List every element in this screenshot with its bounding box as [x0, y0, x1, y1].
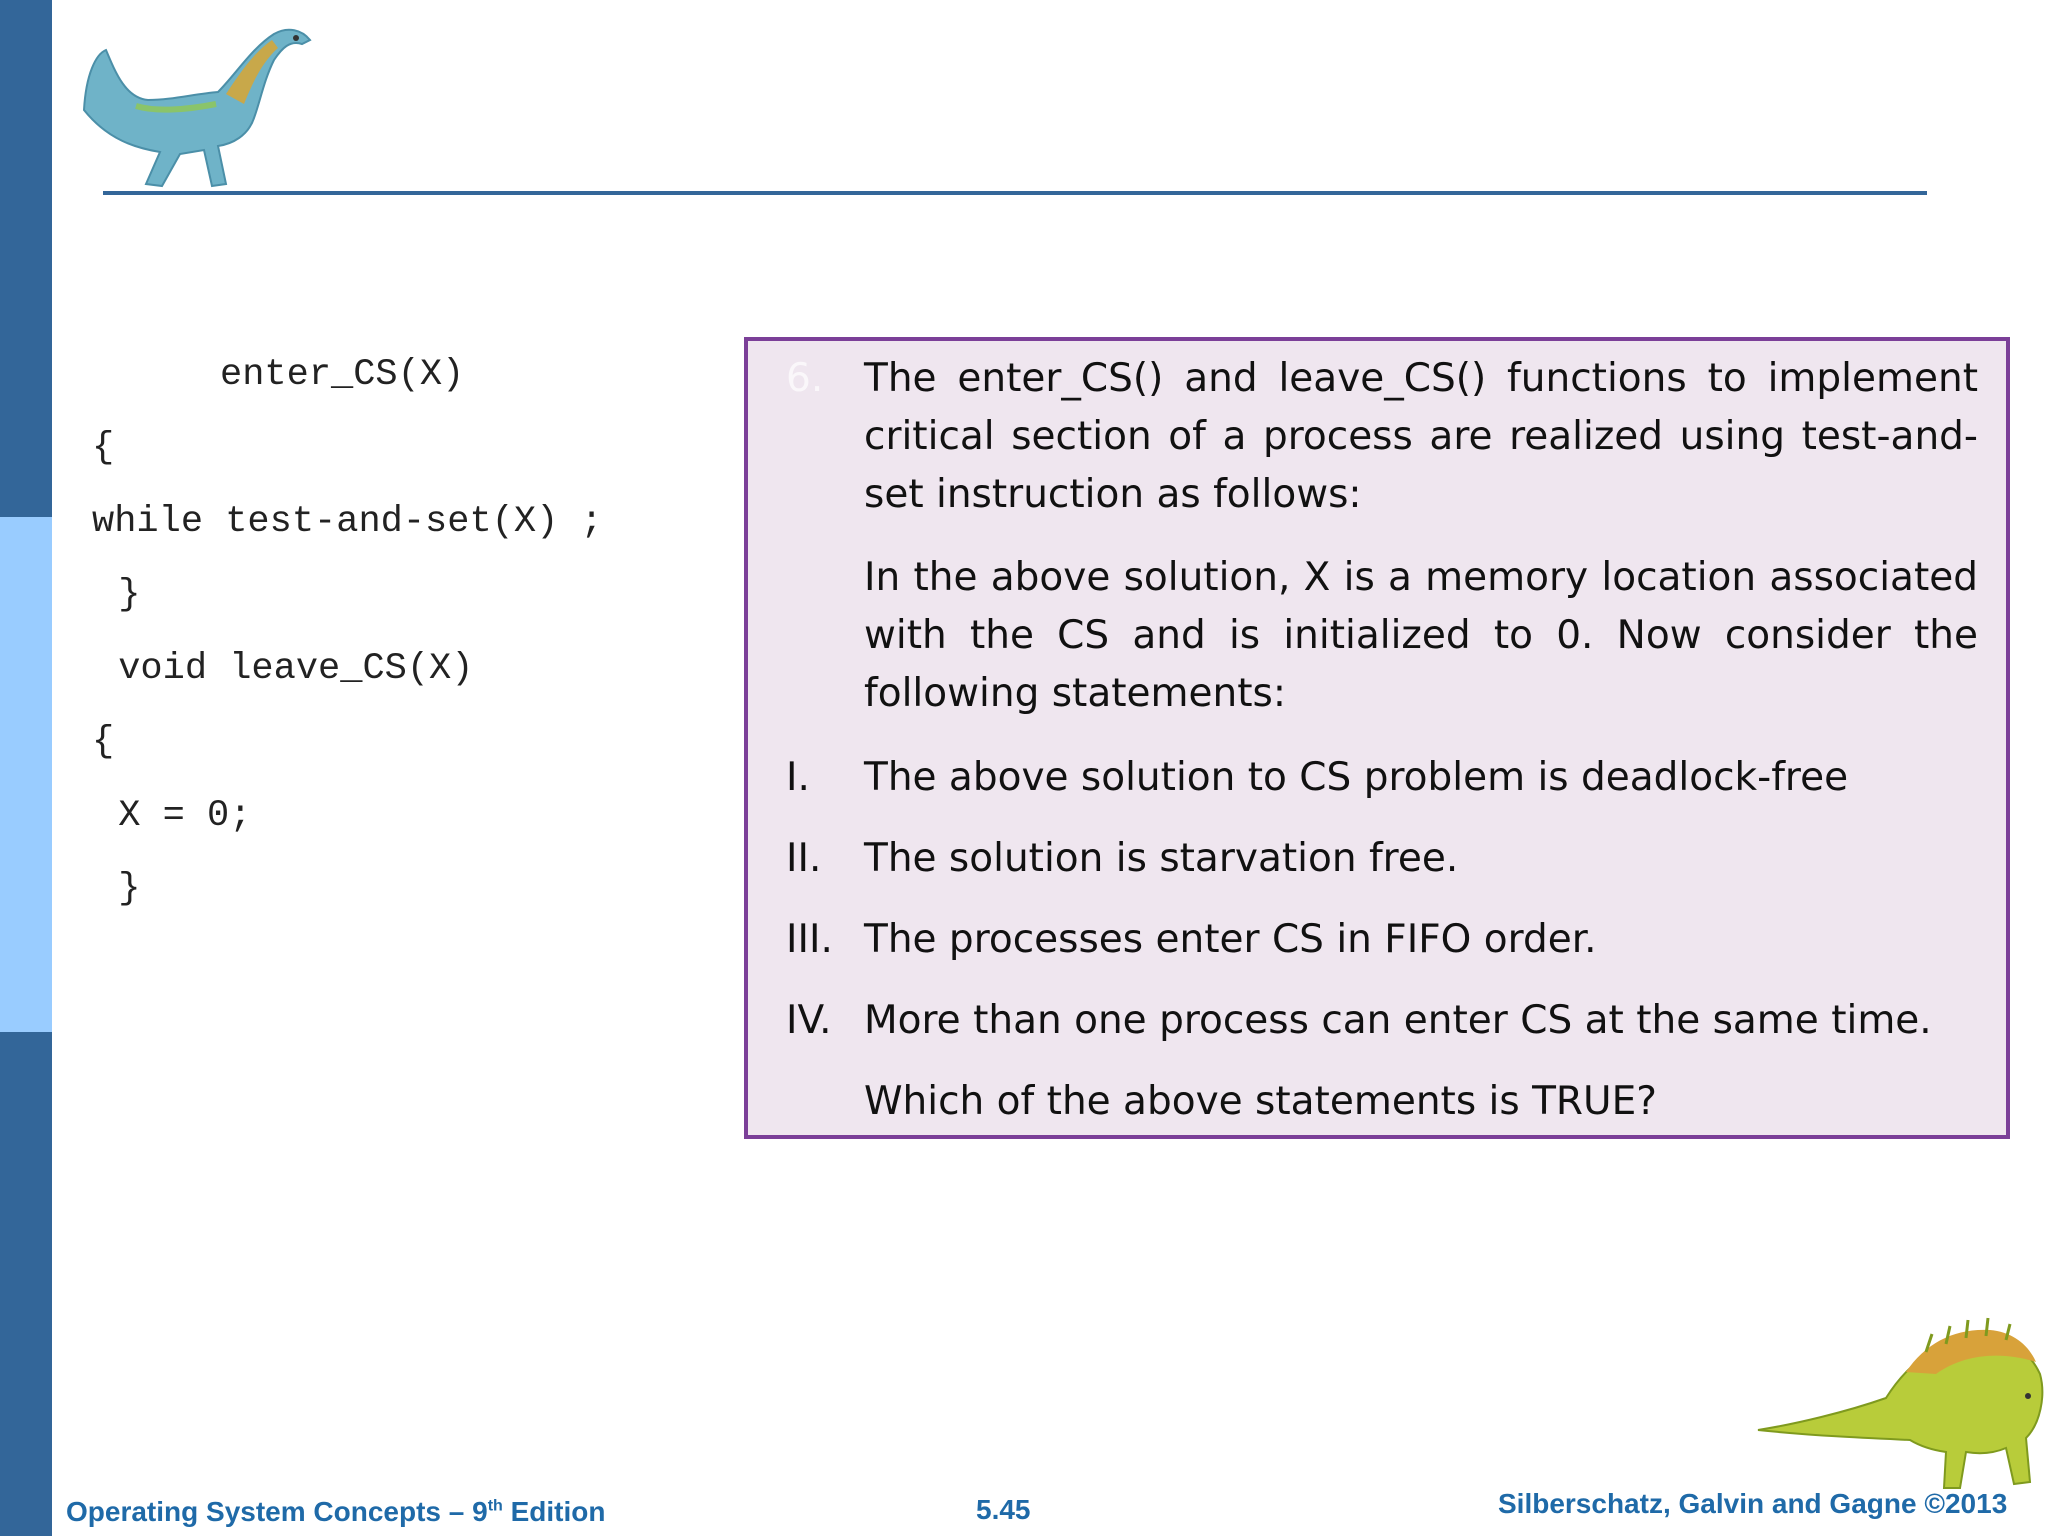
- statement-text: The solution is starvation free.: [864, 836, 1459, 881]
- footer-page-number: 5.45: [976, 1494, 1031, 1525]
- statement-numeral: IV.: [786, 998, 832, 1043]
- sidebar-bar-top: [0, 0, 52, 517]
- code-line: void leave_CS(X): [96, 648, 474, 690]
- code-line: {: [92, 427, 115, 469]
- code-line: }: [96, 574, 141, 616]
- statement-numeral: I.: [786, 755, 810, 800]
- code-line: }: [96, 868, 141, 910]
- code-line: X = 0;: [96, 795, 252, 837]
- dinosaur-logo-icon: [76, 14, 316, 192]
- footer-book-title: Operating System Concepts – 9th Edition: [66, 1496, 606, 1527]
- statement-text: The processes enter CS in FIFO order.: [864, 917, 1597, 962]
- question-number: 6.: [786, 356, 824, 401]
- statement-text: More than one process can enter CS at the same time.: [864, 998, 1932, 1043]
- code-line: while test-and-set(X) ;: [92, 501, 603, 543]
- statement-numeral: II.: [786, 836, 822, 881]
- statement-numeral: III.: [786, 917, 833, 962]
- footer-credits: Silberschatz, Galvin and Gagne ©2013: [1498, 1488, 2008, 1519]
- dinosaur-logo-icon: [1756, 1312, 2046, 1500]
- code-line: enter_CS(X): [220, 354, 465, 396]
- sidebar-bar-middle: [0, 517, 52, 1032]
- question-context: In the above solution, X is a memory location associated with the CS and is initialized to 0. Now consider the following statements:: [864, 555, 1978, 716]
- question-stem: The enter_CS() and leave_CS() functions to implement critical section of a process are realized using test-and-set instruction as follows:: [864, 356, 1978, 517]
- question-prompt: Which of the above statements is TRUE?: [864, 1079, 1657, 1124]
- sidebar-bar-bottom: [0, 1032, 52, 1536]
- header-rule: [103, 191, 1927, 195]
- statement-text: The above solution to CS problem is deadlock-free: [864, 755, 1849, 800]
- code-line: {: [92, 721, 115, 763]
